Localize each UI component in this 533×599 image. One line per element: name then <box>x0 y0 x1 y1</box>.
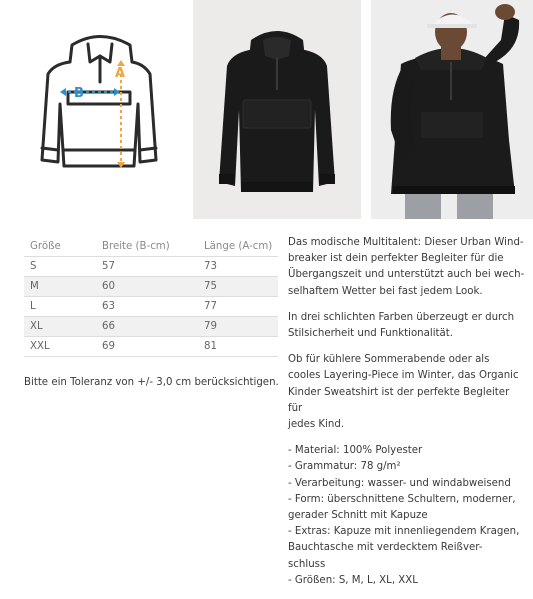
cell-width: 69 <box>92 336 190 356</box>
size-diagram <box>14 0 189 219</box>
cell-size: XXL <box>24 336 92 356</box>
tolerance-note: Bitte ein Toleranz von +/- 3,0 cm berücksichtigen. <box>24 377 279 388</box>
model-wearing-windbreaker-image <box>371 0 533 219</box>
list-item: - Verarbeitung: wasser- und windabweisend <box>288 477 511 489</box>
cell-length: 81 <box>190 336 278 356</box>
cell-length: 79 <box>190 316 278 336</box>
header-width: Breite (B-cm) <box>102 240 170 252</box>
model-photo <box>371 0 533 219</box>
size-table-header <box>24 237 278 256</box>
list-item: - Material: 100% Polyester <box>288 445 423 457</box>
header-size: Größe <box>30 240 61 252</box>
cell-size: L <box>24 296 92 316</box>
cell-width: 60 <box>92 276 190 296</box>
table-row <box>24 256 278 276</box>
list-item: - Grammatur: 78 g/m² <box>288 461 401 473</box>
cell-size: S <box>24 256 92 276</box>
list-item: - Größen: S, M, L, XL, XXL <box>288 574 418 586</box>
cell-length: 73 <box>190 256 278 276</box>
table-row <box>24 316 278 336</box>
spec-list <box>288 443 526 589</box>
cell-size: M <box>24 276 92 296</box>
jacket-outline-diagram <box>14 0 189 219</box>
windbreaker-product-image <box>193 0 361 219</box>
list-item: - Extras: Kapuze mit innenliegendem Kragen, Bauchtasche mit verdecktem Reißver- schluss <box>288 526 520 570</box>
description-usage: Ob für kühlere Sommerabende oder als cooles Layering-Piece im Winter, das Organic Kinder Sweatshirt ist der perfekte Begleiter für jedes Kind. <box>288 354 519 431</box>
cell-size: XL <box>24 316 92 336</box>
table-row <box>24 296 278 316</box>
label-a: A <box>115 66 126 81</box>
cell-width: 57 <box>92 256 190 276</box>
cell-width: 66 <box>92 316 190 336</box>
description-intro: Das modische Multitalent: Dieser Urban Wind- breaker ist dein perfekter Begleiter für die Übergangszeit und unterstützt auch bei wech- selhaftem Wetter bei fast jedem Look. <box>288 237 525 297</box>
table-row <box>24 276 278 296</box>
cell-length: 75 <box>190 276 278 296</box>
size-table <box>24 237 278 357</box>
label-b: B <box>74 86 84 101</box>
description-colors: In drei schlichten Farben überzeugt er durch Stilsicherheit und Funktionalität. <box>288 311 515 340</box>
cell-length: 77 <box>190 296 278 316</box>
cell-width: 63 <box>92 296 190 316</box>
list-item: - Form: überschnittene Schultern, moderner, gerader Schnitt mit Kapuze <box>288 493 516 522</box>
table-row <box>24 336 278 356</box>
header-length: Länge (A-cm) <box>204 240 273 252</box>
product-description <box>288 235 526 589</box>
product-photo <box>193 0 361 219</box>
